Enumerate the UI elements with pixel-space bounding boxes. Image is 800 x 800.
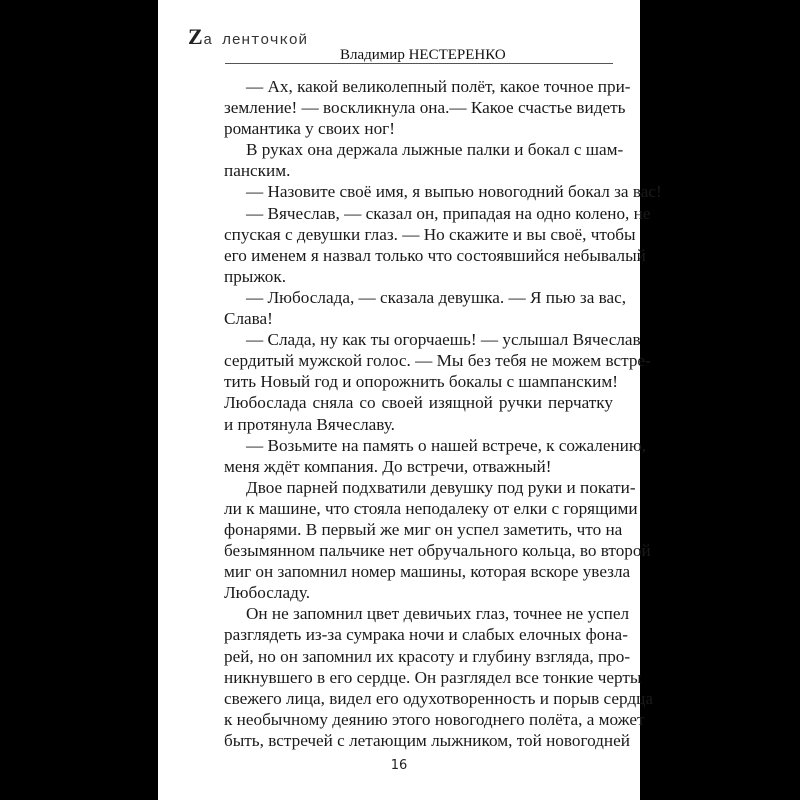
text-line: — Вячеслав, — сказал он, припадая на одно колено, не [246,203,651,223]
text-line: Он не запомнил цвет девичьих глаз, точнее не успел [246,604,630,624]
text-line: — Слада, ну как ты огорчаешь! — услышал Вячеслав [246,330,641,350]
text-line: — Назовите своё имя, я выпью новогодний бокал за вас! [246,182,662,202]
text-line: — Любослада, — сказала девушка. — Я пью за вас, [246,287,627,307]
text-line: прыжок. [224,266,287,286]
text-line: — Ах, какой великолепный полёт, какое точное при- [246,77,631,96]
text-line: спуская с девушки глаз. — Но скажите и вы своё, чтобы [224,224,636,244]
text-line: миг он запомнил номер машины, которая вскоре увезла [224,562,631,582]
text-line: свежего лица, видел его одухотворенность и порыв сердца [224,688,653,708]
text-line: быть, встречей с летающим лыжником, той новогодней [224,730,630,750]
book-page [158,0,662,800]
text-line: Любосладу. [224,583,311,603]
author-name: Владимир НЕСТЕРЕНКО [340,47,506,63]
series-title [188,24,308,50]
page-number: 16 [390,758,408,773]
text-line: рей, но он запомнил их красоту и глубину взгляда, про- [224,646,631,666]
text-line: тить Новый год и опорожнить бокалы с шампанским! [224,372,618,392]
text-line: панским. [224,161,291,181]
header-rule [225,63,613,64]
text-line: к необычному деянию этого новогоднего полёта, а может [224,709,645,729]
text-line: фонарями. В первый же миг он успел заметить, что на [224,519,623,539]
text-line: романтика у своих ног! [224,119,395,139]
text-line: его именем я назвал только что состоявшийся небывалый [224,245,646,265]
text-line: меня ждёт компания. До встречи, отважный! [224,456,552,476]
text-line: В руках она держала лыжные палки и бокал с шам- [246,140,624,160]
text-line: земление! — воскликнула она.— Какое счастье видеть [224,98,626,118]
text-line: безымянном пальчике нет обручального кольца, во второй [224,541,651,561]
text-line: Любослада сняла со своей изящной ручки перчатку [224,393,613,413]
page-body-text [224,76,662,751]
text-line: Слава! [224,309,273,329]
text-line: ли к машине, что стояла неподалеку от елки с горящими [224,498,638,518]
series-initial: Z [188,24,204,49]
text-line: сердитый мужской голос. — Мы без тебя не можем встре- [224,351,651,371]
text-line: разглядеть из-за сумрака ночи и слабых елочных фона- [224,625,628,645]
series-title-text: a ленточкой [203,32,308,49]
text-line: никнувшего в его сердце. Он разглядел все тонкие черты [224,667,642,687]
text-line: Двое парней подхватили девушку под руки и покати- [246,477,636,497]
text-line: и протянула Вячеславу. [224,414,395,434]
text-line: — Возьмите на память о нашей встрече, к сожалению, [246,435,646,455]
